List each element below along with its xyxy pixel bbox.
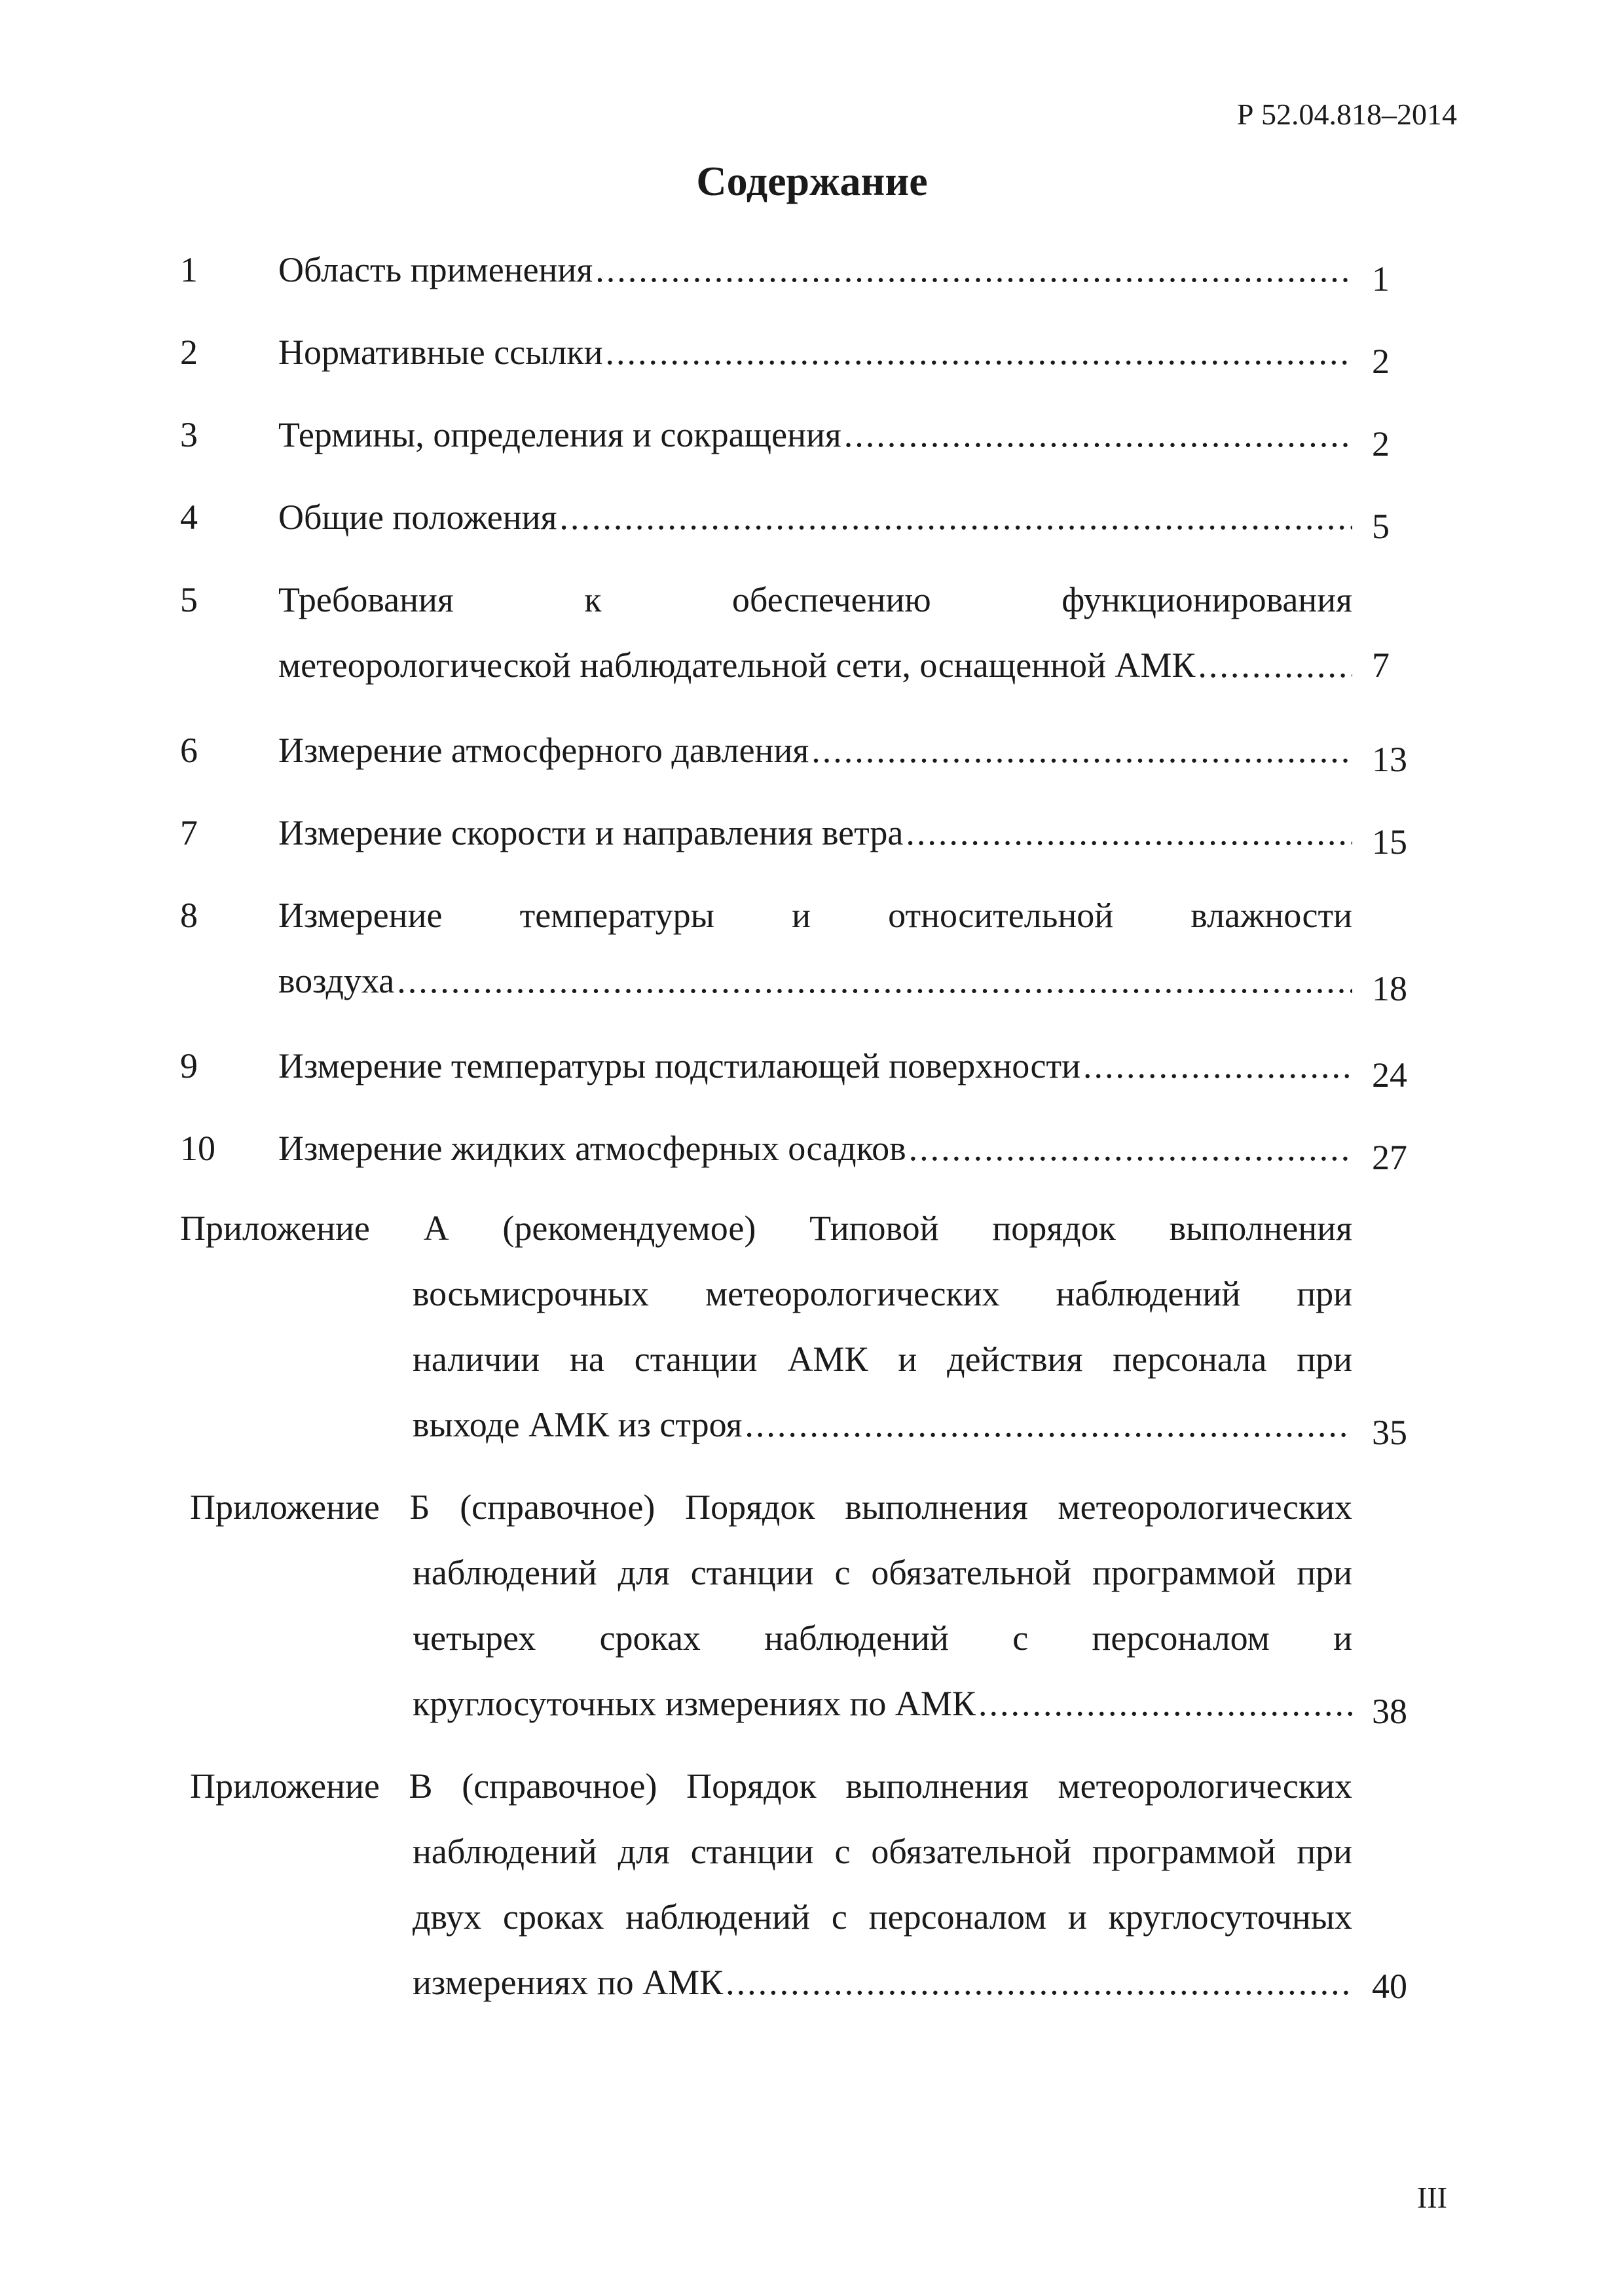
toc-entry-line — [413, 1671, 1352, 1736]
toc-entry-title-continued: воздуха — [278, 961, 395, 1000]
dot-leader — [726, 1950, 1352, 2015]
document-code: Р 52.04.818–2014 — [1236, 98, 1457, 131]
toc-entry-page: 2 — [1372, 342, 1390, 381]
toc-entry-number: 3 — [180, 415, 198, 454]
dot-leader — [397, 948, 1352, 1013]
dot-leader — [906, 800, 1352, 866]
appendix-heading: Приложение А (рекомендуемое) Типовой порядок выполнения — [180, 1209, 1352, 1248]
toc-appendix-v[interactable] — [0, 1753, 1624, 2015]
toc-entry-page: 35 — [1372, 1413, 1407, 1452]
toc-entry-title-continued: метеорологической наблюдательной сети, оснащенной АМК — [278, 646, 1196, 685]
dot-leader — [1083, 1033, 1352, 1099]
toc-entry-title: Измерение температуры и относительной влажности — [278, 896, 1352, 935]
toc-entry-title: Область применения — [278, 250, 593, 289]
toc-entry-number: 1 — [180, 250, 198, 289]
toc-entry-line — [278, 484, 1352, 550]
toc-entry-title: Требования к обеспечению функционирования — [278, 580, 1352, 619]
toc-entry-number: 4 — [180, 498, 198, 537]
toc-entry-line — [278, 319, 1352, 385]
dot-leader — [559, 484, 1352, 550]
toc-entry-title: Общие положения — [278, 498, 557, 537]
toc-entry-title: Термины, определения и сокращения — [278, 415, 841, 454]
appendix-title-line: четырех сроках наблюдений с персоналом и — [413, 1618, 1352, 1658]
dot-leader — [745, 1392, 1352, 1457]
page-title: Содержание — [696, 158, 928, 204]
appendix-title-last-line: круглосуточных измерениях по АМК — [413, 1684, 976, 1723]
toc-entry-line — [278, 237, 1352, 302]
toc-entry-page: 2 — [1372, 424, 1390, 464]
toc-entry-number: 9 — [180, 1046, 198, 1085]
toc-entry-page: 18 — [1372, 969, 1407, 1008]
page-number: III — [1417, 2181, 1447, 2214]
appendix-title-line: восьмисрочных метеорологических наблюдений при — [413, 1274, 1352, 1313]
toc-entry-page: 15 — [1372, 822, 1407, 862]
toc-entry-title: Измерение жидких атмосферных осадков — [278, 1129, 906, 1168]
toc-entry-page: 24 — [1372, 1055, 1407, 1095]
toc-entry-page: 7 — [1372, 646, 1390, 685]
toc-entry-line — [278, 1033, 1352, 1099]
toc-entry-title: Измерение скорости и направления ветра — [278, 813, 904, 852]
appendix-title-last-line: выходе АМК из строя — [413, 1405, 743, 1444]
toc-entry-number: 2 — [180, 333, 198, 372]
dot-leader — [909, 1116, 1352, 1181]
toc-entry-line — [278, 800, 1352, 866]
toc-entry-number: 6 — [180, 731, 198, 770]
dot-leader — [978, 1671, 1352, 1736]
appendix-title-line: двух сроках наблюдений с персоналом и круглосуточных — [413, 1897, 1352, 1937]
dot-leader — [595, 237, 1352, 302]
toc-entry-line — [278, 1116, 1352, 1181]
appendix-heading: Приложение В (справочное) Порядок выполнения метеорологических — [190, 1766, 1352, 1806]
toc-entry-page: 38 — [1372, 1692, 1407, 1731]
toc-entry-line — [278, 718, 1352, 783]
toc-entry-number: 10 — [180, 1129, 215, 1168]
toc-entry-number: 7 — [180, 813, 198, 852]
toc-appendix-b[interactable] — [0, 1474, 1624, 1736]
toc-entry-page: 40 — [1372, 1967, 1407, 2006]
appendix-title-line: наблюдений для станции с обязательной программой при — [413, 1553, 1352, 1592]
toc-entry-page: 13 — [1372, 740, 1407, 779]
toc-entry-page: 1 — [1372, 259, 1390, 299]
toc-entry-title: Измерение атмосферного давления — [278, 731, 809, 770]
toc-entry-line — [278, 632, 1352, 698]
dot-leader — [811, 718, 1352, 783]
toc-entry-number: 8 — [180, 896, 198, 935]
toc-entry-title: Измерение температуры подстилающей поверхности — [278, 1046, 1081, 1085]
toc-entry-page: 27 — [1372, 1138, 1407, 1177]
dot-leader — [606, 319, 1353, 385]
dot-leader — [844, 402, 1352, 467]
dot-leader — [1198, 632, 1352, 698]
toc-entry-line — [413, 1950, 1352, 2015]
toc-entry-title: Нормативные ссылки — [278, 333, 603, 372]
toc-entry-5[interactable] — [0, 567, 1624, 698]
toc-entry-number: 5 — [180, 580, 198, 619]
toc-entry-line — [278, 948, 1352, 1013]
toc-entry-line — [413, 1392, 1352, 1457]
toc-entry-line — [278, 402, 1352, 467]
appendix-title-line: наблюдений для станции с обязательной программой при — [413, 1832, 1352, 1871]
appendix-heading: Приложение Б (справочное) Порядок выполнения метеорологических — [190, 1487, 1352, 1527]
appendix-title-line: наличии на станции АМК и действия персонала при — [413, 1339, 1352, 1379]
toc-entry-page: 5 — [1372, 507, 1390, 546]
appendix-title-last-line: измерениях по АМК — [413, 1963, 724, 2002]
toc-entry-8[interactable] — [0, 883, 1624, 1013]
toc-appendix-a[interactable] — [0, 1195, 1624, 1457]
